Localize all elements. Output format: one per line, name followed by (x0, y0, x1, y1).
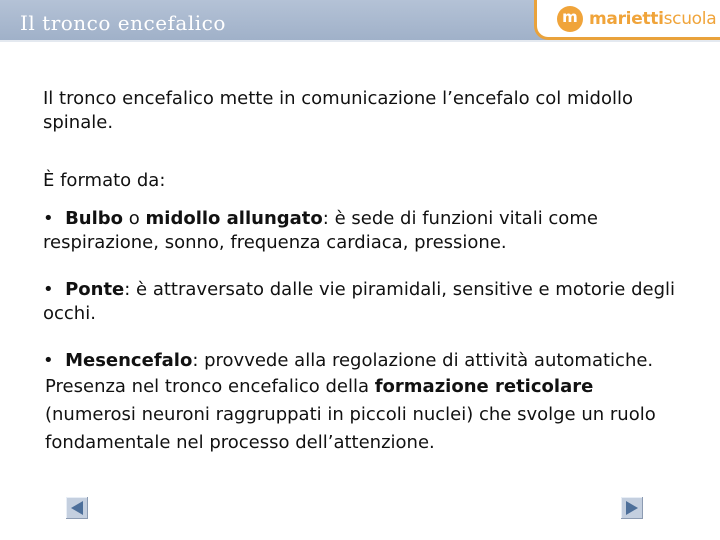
bullet: • (43, 279, 54, 300)
list-item-bulbo (43, 207, 683, 255)
term-midollo-allungato: midollo allungato (145, 208, 323, 229)
term-mesencefalo: Mesencefalo (65, 350, 193, 371)
term-ponte: Ponte (65, 279, 125, 300)
logo-text: mariettiscuola (589, 9, 717, 29)
connector-text: o (123, 208, 146, 229)
mesencefalo-description: : provvede alla regolazione di attività automatiche. (192, 350, 654, 371)
publisher-logo (534, 0, 720, 40)
triangle-left-icon (69, 500, 85, 516)
term-formazione-reticolare: formazione reticolare (374, 376, 594, 397)
slide-content (43, 87, 683, 457)
page-title: Il tronco encefalico (20, 11, 226, 35)
formato-heading: È formato da: (43, 170, 166, 191)
presenza-text-after: (numerosi neuroni raggruppati in piccoli nuclei) che svolge un ruolo fondamentale nel processo dell’attenzione. (45, 404, 656, 453)
triangle-right-icon (624, 500, 640, 516)
presenza-text-before: Presenza nel tronco encefalico della (45, 376, 375, 397)
header-bar (0, 0, 720, 42)
ponte-description: : è attraversato dalle vie piramidali, sensitive e motorie degli occhi. (43, 279, 676, 324)
list-item-mesencefalo (43, 349, 683, 373)
bullet: • (43, 350, 54, 371)
bulbo-description: : è sede di funzioni vitali come respirazione, sonno, frequenza cardiaca, pressione. (43, 208, 598, 253)
bullet: • (43, 208, 54, 229)
logo-mark-icon: m (557, 6, 583, 32)
presenza-paragraph (43, 373, 683, 457)
term-bulbo: Bulbo (65, 208, 124, 229)
intro-paragraph: Il tronco encefalico mette in comunicazione l’encefalo col midollo spinale. (43, 88, 634, 133)
prev-slide-button[interactable] (65, 496, 89, 520)
list-item-ponte (43, 278, 683, 326)
next-slide-button[interactable] (620, 496, 644, 520)
